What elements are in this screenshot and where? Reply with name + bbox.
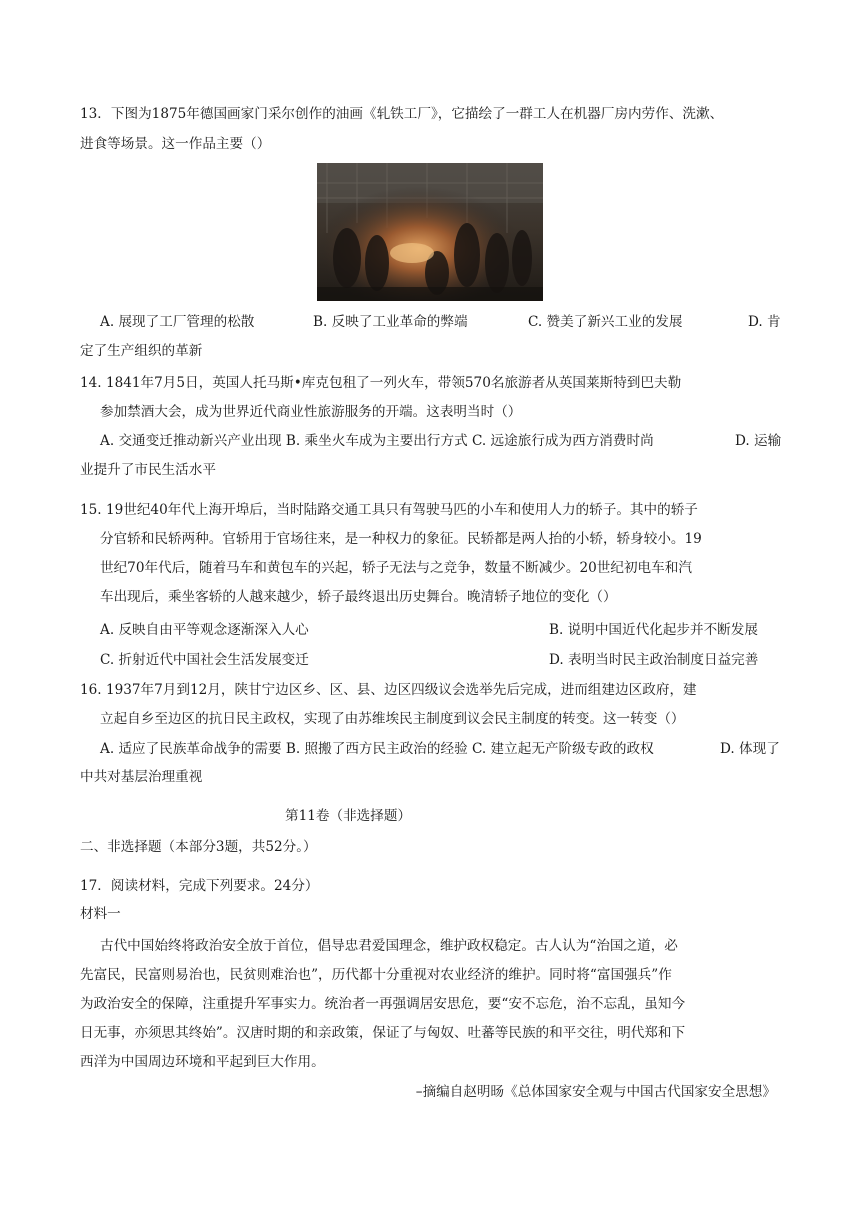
rolling-mill-painting (317, 163, 543, 301)
q16-stem-line1: 16. 1937年7月到12月，陕甘宁边区乡、区、县、边区四级议会选举先后完成，进而组建边区政府，建 (80, 682, 697, 698)
q15-option-b: B. 说明中国近代化起步并不断发展 (549, 622, 758, 638)
q17-stem: 17．阅读材料，完成下列要求。24分） (80, 878, 319, 894)
q14-option-d: D. 运输 (735, 433, 782, 449)
q13-option-b: B. 反映了工业革命的弊端 (313, 314, 468, 330)
q15-stem-line3: 世纪70年代后，随着马车和黄包车的兴起，轿子无法与之竞争，数量不断减少。20世纪初电车和汽 (100, 560, 692, 576)
part-title: 二、非选择题（本部分3题，共52分。） (80, 839, 317, 855)
q13-stem-line2: 进食等场景。这一作品主要（） (80, 136, 271, 152)
q13-option-d: D. 肯 (748, 314, 781, 330)
q13-option-a: A. 展现了工厂管理的松散 (100, 314, 255, 330)
q14-stem-line1: 14. 1841年7月5日，英国人托马斯•库克包租了一列火车，带领570名旅游者从英国莱斯特到巴夫勒 (80, 375, 682, 391)
q14-options: A. 交通变迁推动新兴产业出现 B. 乘坐火车成为主要出行方式 C. 远途旅行成为西方消费时尚 (100, 433, 654, 449)
material-paragraph-line2: 先富民，民富则易治也，民贫则难治也”，历代都十分重视对农业经济的维护。同时将“富国强兵”作 (80, 967, 672, 983)
volume-title: 第11卷（非选择题） (285, 808, 412, 824)
material-source: –摘编自赵明旸《总体国家安全观与中国古代国家安全思想》 (415, 1084, 776, 1100)
q13-stem-line1: 13．下图为1875年德国画家门采尔创作的油画《轧铁工厂》，它描绘了一群工人在机器厂房内劳作、洗漱、 (80, 106, 724, 122)
q16-options: A. 适应了民族革命战争的需要 B. 照搬了西方民主政治的经验 C. 建立起无产阶级专政的政权 (100, 741, 654, 757)
q15-stem-line2: 分官轿和民轿两种。官轿用于官场往来，是一种权力的象征。民轿都是两人抬的小轿，轿身较小。19 (100, 531, 702, 547)
material-paragraph-line3: 为政治安全的保障，注重提升军事实力。统治者一再强调居安思危，要“安不忘危，治不忘乱，虽知今 (80, 996, 686, 1012)
q15-option-a: A. 反映自由平等观念逐渐深入人心 (100, 622, 309, 638)
q16-option-d: D. 体现了 (720, 741, 780, 757)
q15-stem-line4: 车出现后，乘坐客轿的人越来越少，轿子最终退出历史舞台。晚清轿子地位的变化（） (100, 589, 617, 605)
material-paragraph-line1: 古代中国始终将政治安全放于首位，倡导忠君爱国理念，维护政权稳定。古人认为“治国之道，必 (100, 938, 678, 954)
q15-option-c: C. 折射近代中国社会生活发展变迁 (100, 652, 309, 668)
q16-option-d-continued: 中共对基层治理重视 (80, 769, 203, 785)
q14-option-d-continued: 业提升了市民生活水平 (80, 462, 216, 478)
material-paragraph-line4: 日无事，亦须思其终始”。汉唐时期的和亲政策，保证了与匈奴、吐蕃等民族的和平交往，明代郑和下 (80, 1025, 686, 1041)
q14-stem-line2: 参加禁酒大会，成为世界近代商业性旅游服务的开端。这表明当时（） (100, 404, 522, 420)
material-paragraph-line5: 西洋为中国周边环境和平起到巨大作用。 (80, 1054, 325, 1070)
q13-option-c: C. 赞美了新兴工业的发展 (528, 314, 683, 330)
q15-stem-line1: 15. 19世纪40年代上海开埠后，当时陆路交通工具只有驾驶马匹的小车和使用人力的轿子。其中的轿子 (80, 502, 698, 518)
q16-stem-line2: 立起自乡至边区的抗日民主政权，实现了由苏维埃民主制度到议会民主制度的转变。这一转变（） (100, 711, 685, 727)
q15-option-d: D. 表明当时民主政治制度日益完善 (549, 652, 759, 668)
material-label: 材料一 (80, 906, 121, 922)
q13-option-d-continued: 定了生产组织的革新 (80, 343, 203, 359)
